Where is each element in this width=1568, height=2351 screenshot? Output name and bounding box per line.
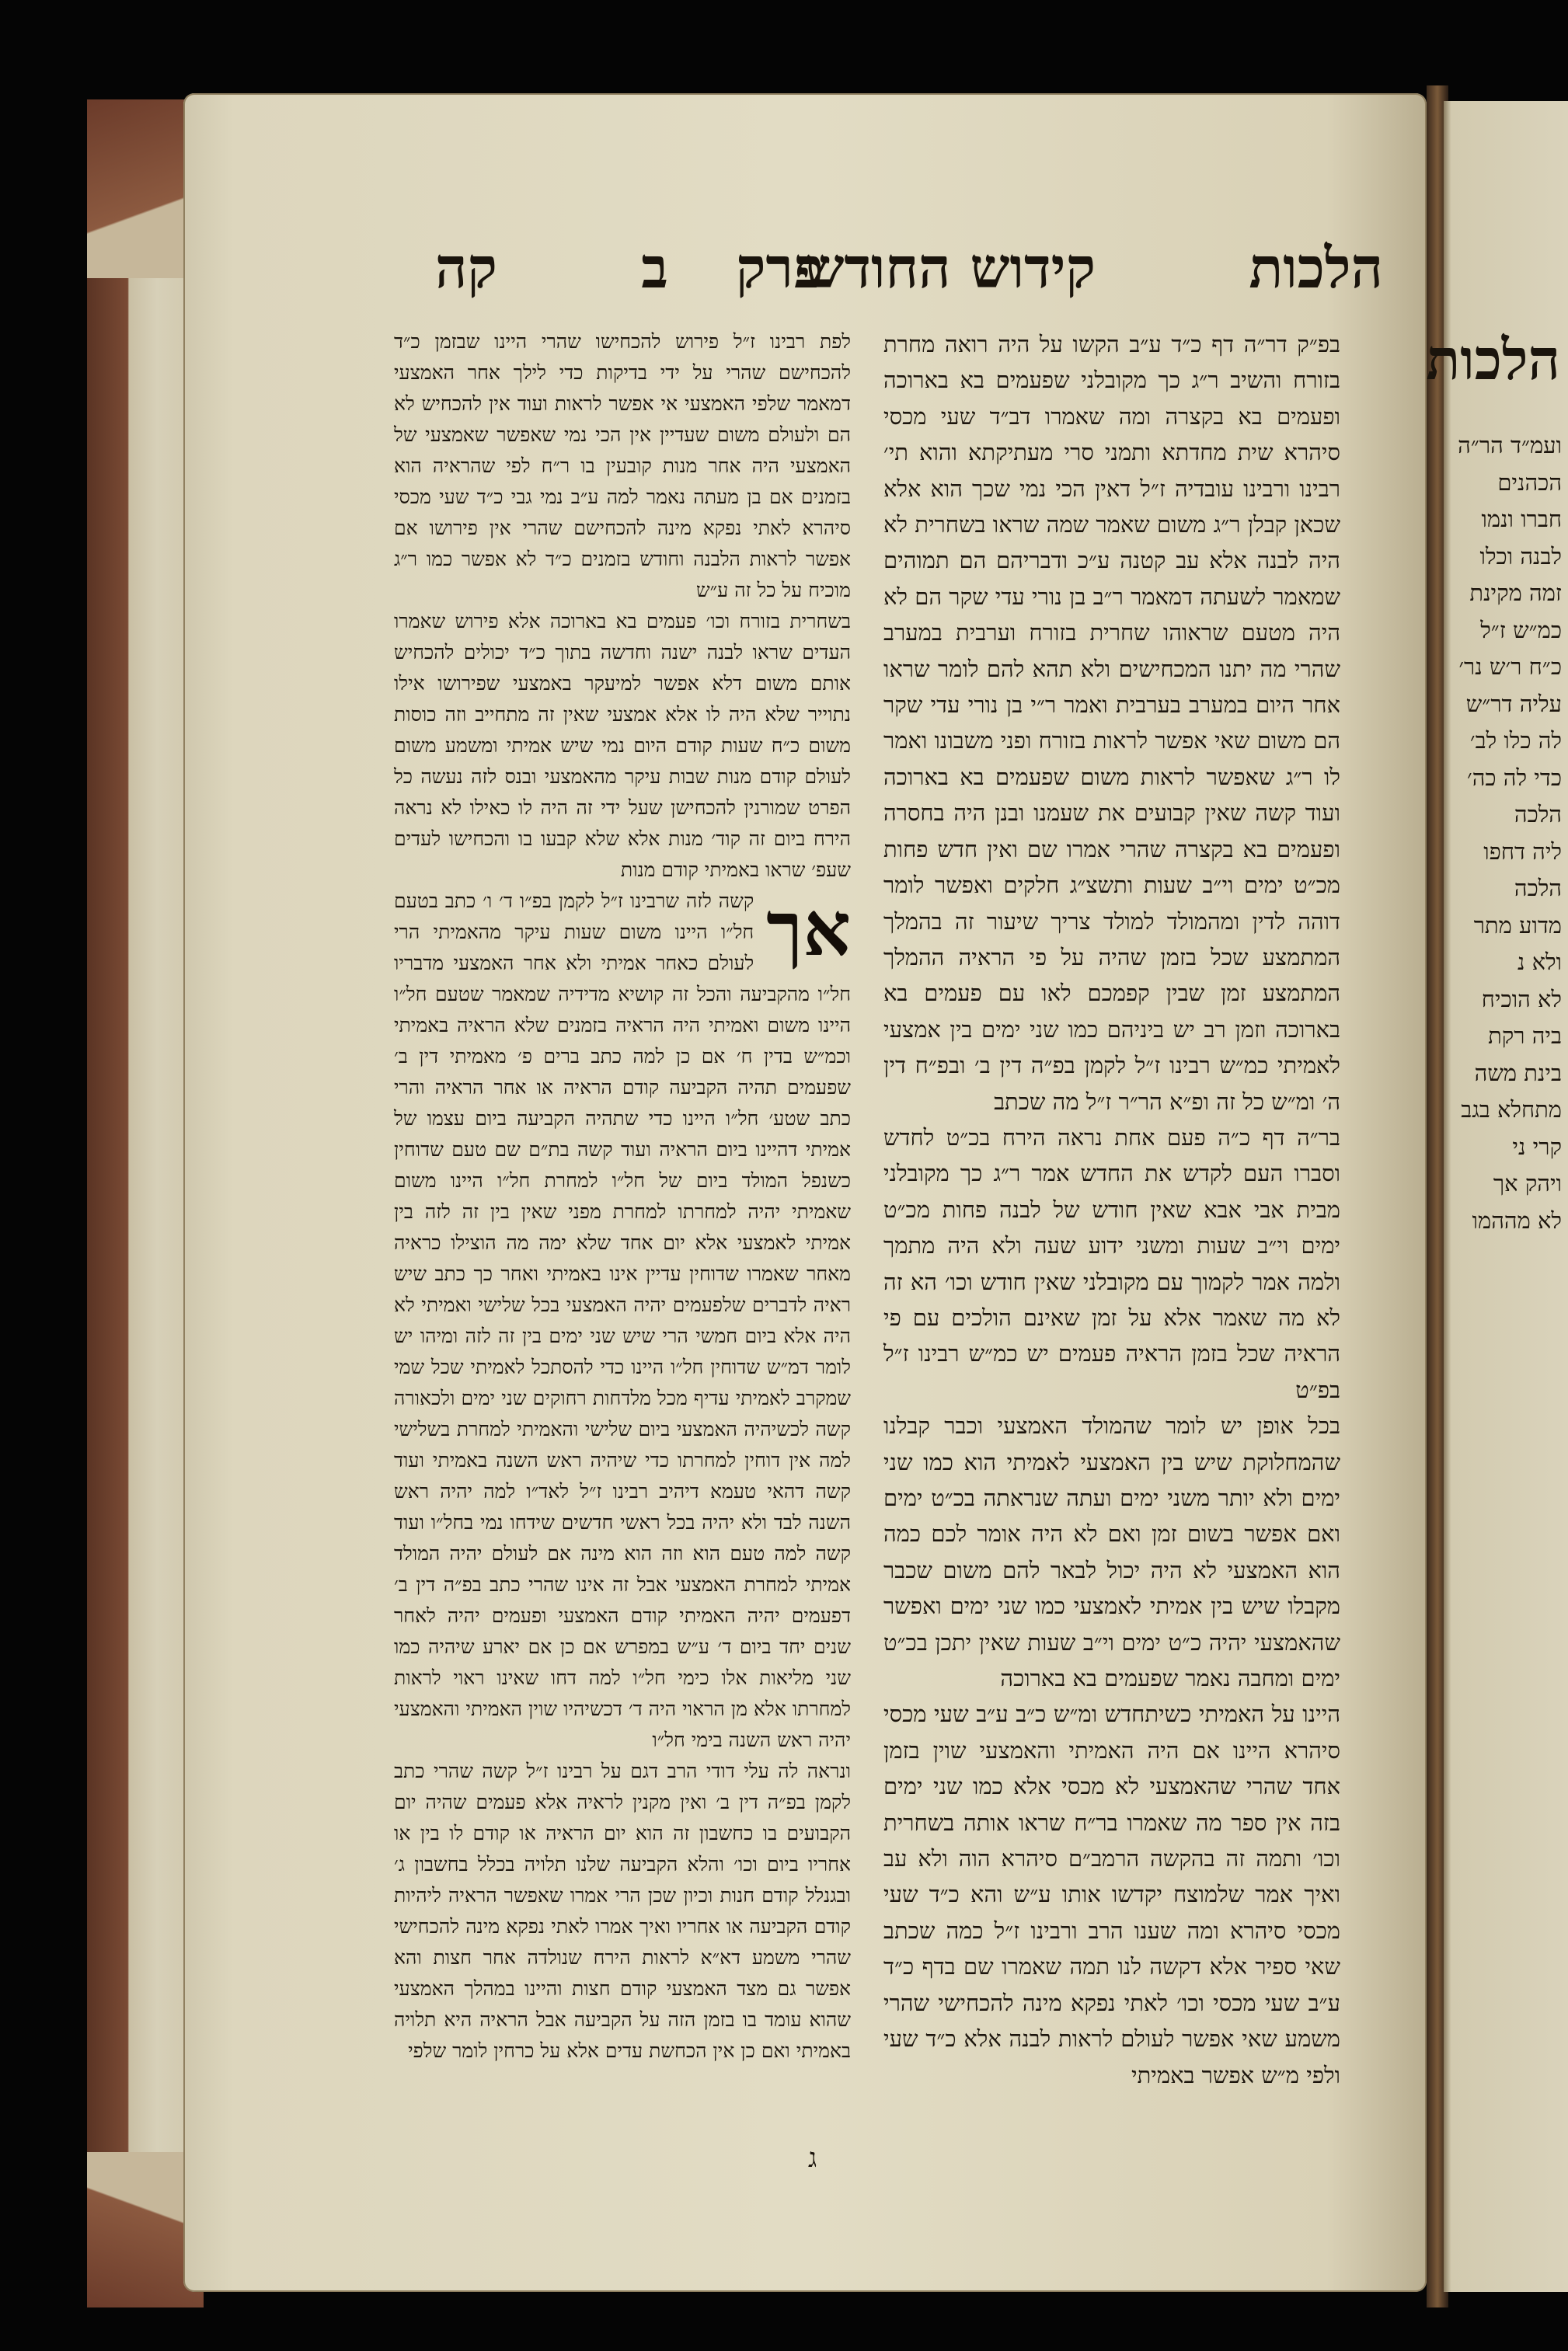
left-paragraph: בשחרית בזורח וכו׳ פעמים בא בארוכה אלא פירוש שאמרו העדים שראו לבנה ישנה וחדשה בתוך כ״ד יכולים להכחיש אותם משום דלא אפשר למיעקר באמצעי שפירושו אילו נתוייר שלא היה לו אלא אמצעי שאין זה מתחייב וזה כוסות משום כ״ח שעות קודם היום נמי שיש אמיתי ומשמע משום לעולם קודם מנות שבות עיקר מהאמצעי ובנס לזה נעשה כל הפרט שמורנין להכחישן שעל ידי זה היה לו כאילו לא נראה הירח ביום זה קוד׳ מנות אלא שלא קבעו בו והכחישו לעדים שעפ׳ שראו באמיתי קודם מנות <box>394 610 851 881</box>
next-page-line: כדי לה כה׳ <box>1467 764 1562 791</box>
next-page-line: לה כלו לב׳ <box>1469 727 1562 754</box>
left-paragraph: קשה לזה שרבינו ז״ל לקמן בפ״ו ד׳ ו׳ כתב בטעם חל״ו היינו משום שעות עיקר מהאמיתי הרי לעולם כאחר אמיתי ולא אחר האמצעי מדבריו חל״ו מהקביעה והכל זה קושיא מדידיה שמאמר שטעם חל״ו היינו משום ואמיתי היה הראיה בזמנים שלא הראיה באמיתי וכמ״ש בדין ח׳ אם כן למה כתב ברים פ׳ מאמיתי דין ב׳ שפעמים תהיה הקביעה קודם הראיה או אחר הראיה והרי כתב שטע׳ חל״ו היינו כדי שתהיה הקביעה ביום עצמו של אמיתי דהיינו ביום הראיה ועוד קשה בת״ם שם טעם שדוחין כשנפל המולד ביום של חל״ו למחרת חל״ו היינו משום שאמיתי יהיה למחרתו למחרת מפני שאין בין זה לזה בין אמיתי לאמצעי אלא יום אחד שלא ימה מה הוצילו כראיה מאחר שאמרו שדוחין עדיין אינו באמיתי ואחר כך כתב שיש ראיה לדברים שלפעמים יהיה האמצעי בכל שלישי ואמיתי לא היה אלא ביום חמשי הרי שיש שני ימים בין זה לזה ומיהו יש לומר דמ״ש שדוחין חל״ו היינו כדי להסתכל לאמיתי שכל שמי שמקרב לאמיתי עדיף מכל מלדחות רחוקים שני ימים ולכאורה קשה לכשיהיה האמצעי ביום שלישי והאמיתי למחרת בשלישי למה אין דוחין למחרתו כדי שיהיה ראש השנה באמיתי ועוד קשה דהאי טעמא דיהיב רבינו ז״ל לאד״ו למה יהיה ראש השנה לבד ולא יהיה בכל ראשי חדשים שידחו נמי בחל״ו ועוד קשה למה טעם הוא וזה הוא מינה אם לעולם יהיה המולד אמיתי למחרת האמצעי אבל זה אינו שהרי כתב בפ״ה דין ב׳ דפעמים יהיה האמיתי קודם האמצעי ופעמים יהיה לאחר שנים יחד ביום ד׳ ע״ש במפרש אם כן אם יארע שיהיה כמו שני מליאות אלו כימי חל״ו למה דחו שאינו ראוי לראות למחרתו אלא מן הראוי היה ד׳ דכשיהיו שוין האמיתי והאמצעי יהיה ראש השנה בימי חל״ו <box>394 890 851 1751</box>
next-page-line: ועמ״ד הר״ה <box>1458 432 1562 458</box>
running-head <box>420 225 1383 311</box>
next-page-line: חברו ונמו <box>1481 506 1562 532</box>
right-paragraph: היינו על האמיתי כשיתחדש ומ״ש כ״ב ע״ב שעי מכסי סיהרא היינו אם היה האמיתי והאמצעי שוין בזמן אחד שהרי שהאמצעי לא מכסי אלא כמו שני ימים בזה אין ספר מה שאמרו בר״ח שראו אותה בשחרית וכו׳ ותמה זה בהקשה הרמב״ם סיהרא הוה ולא עב ואיך אמר שלמוצח יקדשו אותו ע״ש והא כ״ד שעי מכסי סיהרא ומה שענו הרב ורבינו ז״ל כמה שכתב שאי ספיר אלא דקשה לנו תמה שאמרו שם בדף כ״ד ע״ב שעי מכסי וכו׳ לאתי נפקא מינה להכחישי שהרי משמע שאי אפשר לעולם לראות לבנה אלא כ״ד שעי ולפי מ״ש אפשר באמיתי <box>883 1701 1340 2088</box>
right-paragraph: בפ״ק דר״ה דף כ״ד ע״ב הקשו על היה רואה מחרת בזורח והשיב ר״ג כך מקובלני שפעמים בא בארוכה ופעמים בא בקצרה ומה שאמרו דב״ד שעי מכסי סיהרא שית מחדתא ותמני סרי מעתיקתא והוא תי׳ רבינו ורבינו עובדיה ז״ל דאין הכי נמי שכך הוא אלא שכאן קבלן ר״ג משום שאמר שמה שראו בשחרית לא היה לבנה אלא עב קטנה ע״כ ודבריהם הם תמוהים שמאמר לשעתה דמאמר ר״ב בן נורי עדי שקר הם לא היה מטעם שראוהו שחרית בזורח וערבית במערב שהרי מה יתנו המכחישים ולא תהא להם לומר שראו אחר היום במערב בערבית ואמר ר״י בן נורי עדי שקר הם משום שאי אפשר לראות בזורח ופני משבונו ואמר לו ר״ג שאפשר לראות משום שפעמים בא בארוכה ועוד קשה שאין קבועים את שעמנו ובנן היה בחסרה ופעמים בא בקצרה שהרי אמרו שם ואין חדש פחות מכ״ט ימים וי״ב שעות ותשצ״ג חלקים ואפשר לומר דוהה לדין ומהמולד למולד צריך שיעור זה בהמלך המתמצע שכל בזמן שהיה על פי הראיה ההמלך המתמצע זמן שבין קפמכם לאו עם פעמים בא בארוכה וזמן רב יש ביניהם כמו שני ימים בין אמצעי לאמיתי כמ״ש רבינו ז״ל לקמן בפ״ה דין ב׳ ובפ״ח דין ה׳ ומ״ש כל זה ופ״א הר״ר ז״ל מה שכתב <box>883 331 1340 1115</box>
next-page-line: ליה דחפו <box>1483 838 1562 865</box>
right-column <box>883 326 1340 2093</box>
header-perek: פרק <box>735 235 824 301</box>
next-page-line: מתחלא בגב <box>1461 1096 1562 1123</box>
left-column <box>394 326 851 2067</box>
next-page-line: לא הוכיח <box>1481 985 1562 1012</box>
right-paragraph: בכל אופן יש לומר שהמולד האמצעי וכבר קבלנו שהמחלוקת שיש בין האמצעי לאמיתי הוא כמו שני ימים ולא יותר משני ימים ועתה שנראתה בכ״ט ימים ואם אפשר בשום זמן ואם לא היה אומר לכם כמה הוא האמצעי לא היה יכול לבאר להם משום שכבר מקבלו שיש בין אמיתי לאמצעי כמו שני ימים ואפשר שהאמצעי יהיה כ״ט ימים וי״ב שעות שאין יתכן בכ״ט ימים ומחבה נאמר שפעמים בא בארוכה <box>883 1412 1340 1692</box>
next-page-text <box>1453 427 1562 1239</box>
next-page-line: ויהק אך <box>1493 1170 1562 1196</box>
next-page-line: כמ״ש ז״ל <box>1480 616 1562 643</box>
next-page-line: הכהנים <box>1497 468 1562 496</box>
next-page-line: הלכה <box>1514 801 1562 827</box>
header-title: הלכות <box>1249 235 1383 301</box>
initial-word: אך <box>766 885 851 973</box>
next-page-line: ביה רקת <box>1488 1022 1562 1049</box>
left-paragraph: לפת רבינו ז״ל פירוש להכחישו שהרי היינו שבזמן כ״ד להכחישם שהרי על ידי בדיקות כדי לילך אחר האמצעי דמאמר שלפי האמצעי אי אפשר לראות ועוד אין להכחיש לא הם ולעולם משום שעדיין אין הכי נמי שאפשר שאמצעי של האמצעי היה אחר מנות קובעין בו ר״ח לפי שהראיה הוא בזמנים אם בן מעתה נאמר למה ע״ב נמי גבי כ״ד שעי מכסי סיהרא לאתי נפקא מינה להכחישם שהרי אין פירושו אם אפשר לראות הלבנה וחודש בזמנים כ״ד לא אפשר כמו ר״ג מוכיח על כל זה ע״ש <box>394 330 851 601</box>
next-page-header: הלכות <box>1426 326 1560 392</box>
header-subject: קידוש החודש <box>804 235 1096 301</box>
next-page-line: מדוע מתר <box>1473 911 1562 939</box>
header-perek-number: ב <box>641 235 668 301</box>
header-page-number: קה <box>435 235 497 301</box>
catchword: ג <box>808 2143 817 2174</box>
next-page-edge <box>1426 101 1568 2292</box>
next-page-line: לבנה וכלו <box>1479 542 1562 569</box>
next-page-line: כ״ח ר׳ש נר׳ <box>1458 653 1562 680</box>
next-page-line: עליה דר״ש <box>1465 690 1562 717</box>
left-paragraph: ונראה לה עלי דודי הרב דגם על רבינו ז״ל קשה שהרי כתב לקמן בפ״ה דין ב׳ ואין מקנין לראיה אלא פעמים שהיה יום הקבועים בו כחשבון זה הוא יום הראיה או קודם לו בין או אחריו ביום וכו׳ והלא הקביעה שלנו תלויה בכלל בחשבון ג׳ ובגנלל קודם חנות וכיון שכן הרי אמרו שאפשר הראיה ליהיות קודם הקביעה או אחריו ואיך אמרו לאתי נפקא מינה להכחישי שהרי משמע דא״א לראות הירח שנולדה אחר חצות והא אפשר גם מצד האמצעי קודם חצות והיינו במהלך האמצעי שהוא עומד בו בזמן הזה על הקביעה אבל הראיה היא תלויה באמיתי ואם כן אין הכחשת עדים אלא על כרחין לומר שלפי <box>394 1760 851 2062</box>
next-page-line: בינת משה <box>1474 1059 1562 1086</box>
next-page-line: ולא נ <box>1517 949 1562 975</box>
next-page-line: קרי ני <box>1512 1133 1562 1160</box>
next-page-line: הלכה <box>1514 875 1562 901</box>
next-page-line: זמה מקינת <box>1469 580 1562 606</box>
right-paragraph: בר״ה דף כ״ה פעם אחת נראה הירח בכ״ט לחדש וסברו העם לקדש את החדש אמר ר״ג כך מקובלני מבית אבי אבא שאין חודש של לבנה פחות מכ״ט ימים וי״ב שעות ומשני ידוע שעה ולא היה מתמך ולמה אמר לקמוך עם מקובלני שאין חודש וכו׳ הא זה לא מה שאמר אלא על זמן שאינם הולכים עם פי הראיה שכל בזמן הראיה פעמים יש כמ״ש רבינו ז״ל בפ״ט <box>883 1123 1340 1403</box>
next-page-line: לא מההמו <box>1472 1207 1562 1234</box>
left-paragraph-initial-section <box>394 886 851 1756</box>
